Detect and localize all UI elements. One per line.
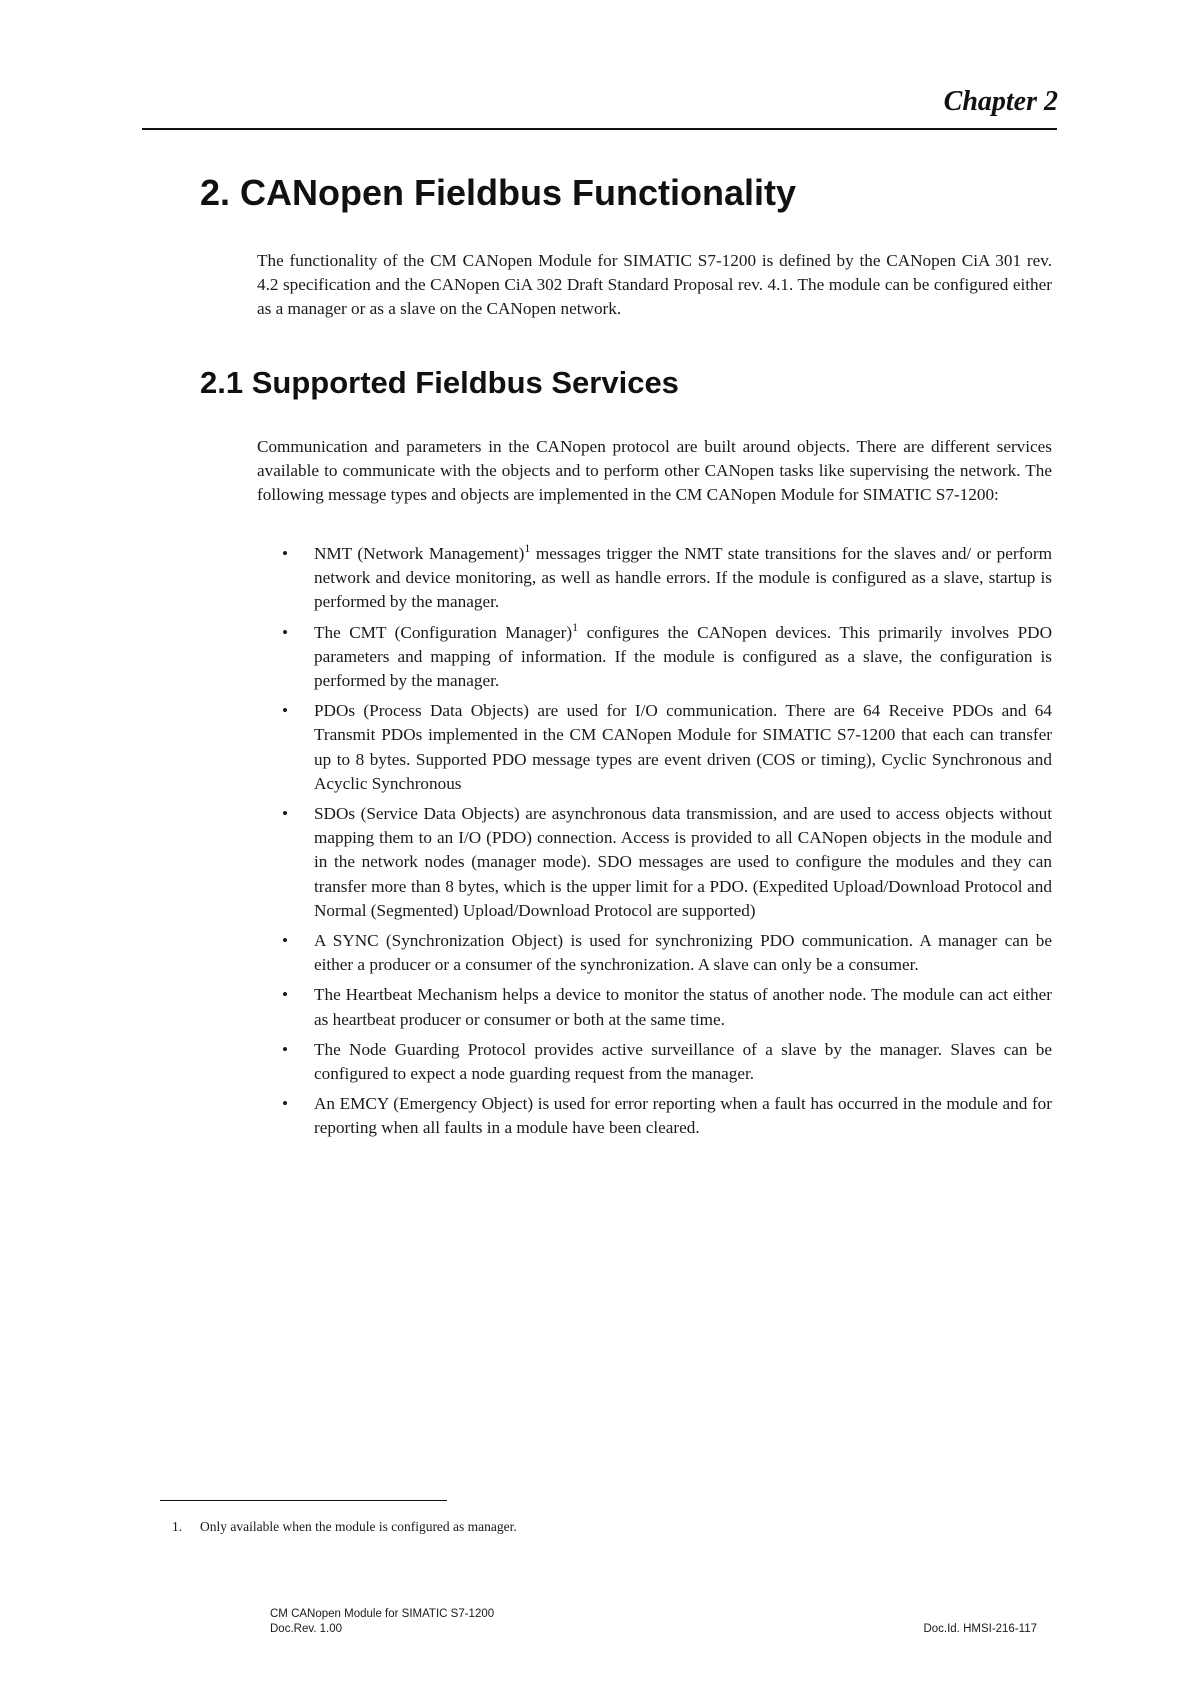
list-item [257, 802, 1052, 923]
list-item [257, 983, 1052, 1031]
section-intro: The functionality of the CM CANopen Module for SIMATIC S7-1200 is defined by the CANopen CiA 301 rev. 4.2 specification and the CANopen CiA 302 Draft Standard Proposal rev. 4.1. The module can be configured either as a manager or as a slave on the CANopen network. [257, 251, 1052, 319]
list-item [257, 929, 1052, 977]
footnote-text: Only available when the module is configured as manager. [200, 1519, 517, 1534]
chapter-header: Chapter 2 [943, 86, 1058, 117]
footnote-ref: 1 [524, 541, 531, 555]
services-list [257, 542, 1052, 1147]
list-item-text-cont: messages trigger the NMT state transitions for the slaves and/ or perform network and device monitoring, as well as handle errors. If the module is configured as a slave, startup is performed by the manager. [314, 544, 1052, 612]
list-item-text: PDOs (Process Data Objects) are used for I/O communication. There are 64 Receive PDOs and 64 Transmit PDOs implemented in the CM CANopen Module for SIMATIC S7-1200 that each can transfer up to 8 bytes. Supported PDO message types are event driven (COS or timing), Cyclic Synchronous and Acyclic Synchronous [314, 701, 1052, 793]
list-item-text: A SYNC (Synchronization Object) is used for synchronizing PDO communication. A manager can be either a producer or a consumer of the synchronization. A slave can only be a consumer. [314, 931, 1052, 975]
list-item [257, 1038, 1052, 1086]
list-item-text: The CMT (Configuration Manager) [314, 622, 573, 642]
footnote-number: 1. [172, 1519, 183, 1534]
bullet-icon: • [282, 622, 289, 642]
list-item [257, 699, 1052, 796]
bullet-icon: • [282, 1094, 289, 1114]
list-item-text: The Heartbeat Mechanism helps a device to monitor the status of another node. The module can act either as heartbeat producer or consumer or both at the same time. [314, 985, 1052, 1029]
footer-doc-id: Doc.Id. HMSI-216-117 [923, 1623, 1037, 1635]
list-item-text-cont: configures the CANopen devices. This primarily involves PDO parameters and mapping of information. If the module is configured as a slave, the configuration is performed by the manager. [314, 622, 1052, 691]
subsection-title: 2.1 Supported Fieldbus Services [200, 365, 679, 400]
footer-product: CM CANopen Module for SIMATIC S7-1200 [270, 1608, 495, 1620]
bullet-icon: • [282, 701, 289, 721]
list-item [257, 542, 1052, 615]
footnote-divider [160, 1500, 447, 1501]
bullet-icon: • [282, 931, 289, 951]
footnote-ref: 1 [572, 619, 579, 634]
list-item [257, 621, 1052, 694]
footer-doc-rev: Doc.Rev. 1.00 [270, 1623, 343, 1635]
header-divider [142, 128, 1057, 130]
list-item-text: NMT (Network Management) [314, 544, 525, 563]
list-item [257, 1092, 1052, 1140]
bullet-icon: • [282, 544, 289, 563]
bullet-icon: • [282, 1039, 289, 1059]
bullet-icon: • [282, 804, 289, 824]
footnote [172, 1519, 517, 1535]
subsection-intro: Communication and parameters in the CANopen protocol are built around objects. There are different services available to communicate with the objects and to perform other CANopen tasks like supervising the network. The following message types and objects are implemented in the CM CANopen Module for SIMATIC S7-1200: [257, 437, 1052, 505]
list-item-text: SDOs (Service Data Objects) are asynchronous data transmission, and are used to access objects without mapping them to an I/O (PDO) connection. Access is provided to all CANopen objects in the module and in the network nodes (manager mode). SDO messages are used to configure the modules and they can transfer more than 8 bytes, which is the upper limit for a PDO. (Expedited Upload/Download Protocol and Normal (Segmented) Upload/Download Protocol are supported) [314, 804, 1052, 920]
bullet-icon: • [282, 985, 289, 1005]
list-item-text: The Node Guarding Protocol provides active surveillance of a slave by the manager. Slaves can be configured to expect a node guarding request from the manager. [314, 1039, 1052, 1084]
section-title: 2. CANopen Fieldbus Functionality [200, 172, 797, 213]
footer-product-info [270, 1607, 494, 1637]
list-item-text: An EMCY (Emergency Object) is used for error reporting when a fault has occurred in the module and for reporting when all faults in a module have been cleared. [314, 1094, 1052, 1138]
